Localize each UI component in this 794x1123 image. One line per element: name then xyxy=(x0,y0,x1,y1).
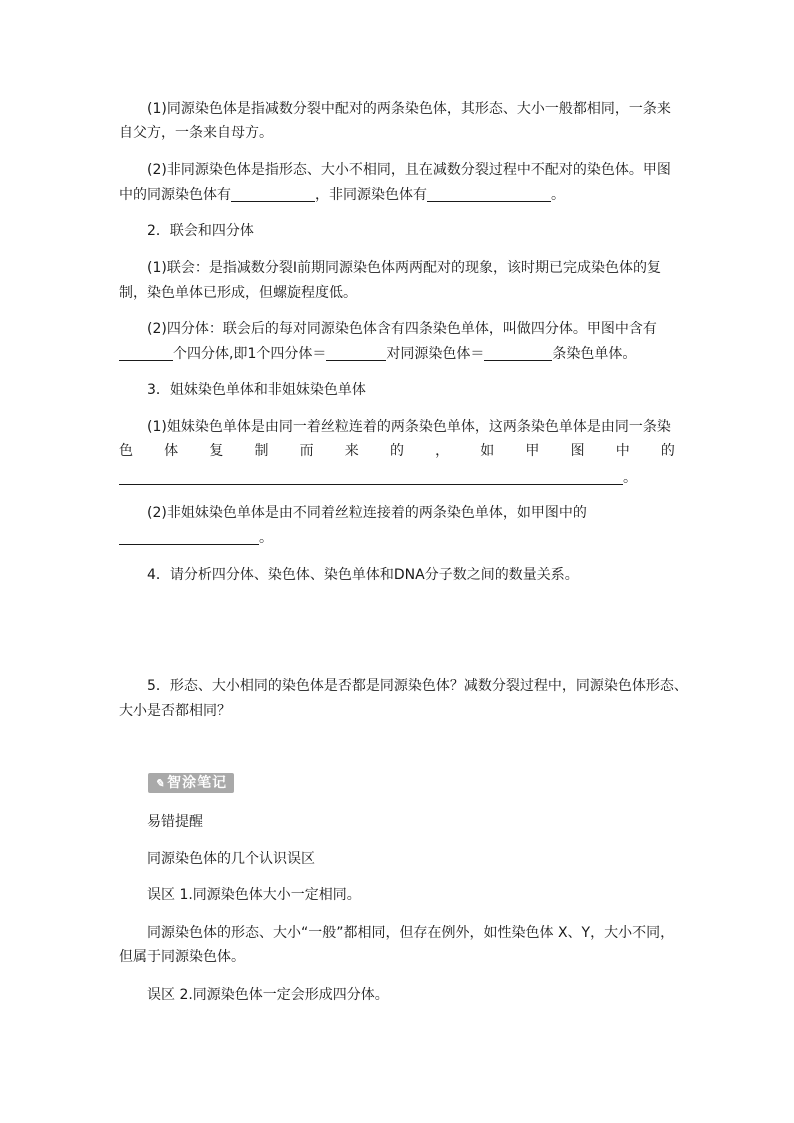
question-5-line2: 大小是否都相同？ xyxy=(119,703,231,719)
misconception-1-explanation-line1: 同源染色体的形态、大小“一般”都相同，但存在例外，如性染色体 X、Y，大小不同， xyxy=(147,925,675,941)
pencil-icon: ✎ xyxy=(154,777,166,790)
text-segment: 个四分体,即1个四分体＝ xyxy=(173,346,327,362)
sister-chromatid-line3 xyxy=(119,466,675,490)
misconception-1: 误区 1.同源染色体大小一定相同。 xyxy=(147,887,361,903)
answer-blank-nonhomologous[interactable] xyxy=(427,185,551,202)
nonsister-chromatid-line2 xyxy=(119,526,675,550)
char: 而 xyxy=(299,443,314,459)
homologous-definition-line1: (1)同源染色体是指减数分裂中配对的两条染色体，其形态、大小一般都相同，一条来 xyxy=(147,101,671,117)
sister-chromatid-line2 xyxy=(119,439,675,463)
text-segment: 对同源染色体＝ xyxy=(386,346,485,362)
sister-chromatid-line1: (1)姐妹染色单体是由同一着丝粒连着的两条染色单体，这两条染色单体是由同一条染 xyxy=(147,419,671,435)
text-segment: 。 xyxy=(259,530,273,546)
char: 体 xyxy=(164,443,179,459)
char: 甲 xyxy=(525,443,540,459)
misconception-1-explanation-line2: 但属于同源染色体。 xyxy=(119,949,245,965)
question-5-line1: 5．形态、大小相同的染色体是否都是同源染色体？减数分裂过程中，同源染色体形态、 xyxy=(147,678,688,694)
tetrad-definition-line1: (2)四分体：联会后的每对同源染色体含有四条染色单体，叫做四分体。甲图中含有 xyxy=(147,321,657,337)
nonsister-chromatid-line1: (2)非姐妹染色单体是由不同着丝粒连接着的两条染色单体，如甲图中的 xyxy=(147,505,587,521)
section-title-chromatids: 3．姐妹染色单体和非姐妹染色单体 xyxy=(147,382,366,398)
text-segment: 。 xyxy=(551,187,565,203)
text-segment: 。 xyxy=(623,470,637,486)
char: ， xyxy=(435,443,450,459)
char: 图 xyxy=(570,443,585,459)
char: 的 xyxy=(660,443,675,459)
char: 复 xyxy=(209,443,224,459)
answer-blank-sister-chromatids[interactable] xyxy=(119,468,623,485)
answer-blank-pairs[interactable] xyxy=(326,344,386,361)
tetrad-definition-line2 xyxy=(119,342,675,366)
notes-heading: 易错提醒 xyxy=(147,814,203,830)
char: 的 xyxy=(389,443,404,459)
answer-blank-tetrad-count[interactable] xyxy=(119,344,173,361)
question-4: 4．请分析四分体、染色体、染色单体和DNA分子数之间的数量关系。 xyxy=(147,567,579,583)
misconception-2: 误区 2.同源染色体一定会形成四分体。 xyxy=(147,987,389,1003)
answer-blank-chromatids[interactable] xyxy=(484,344,552,361)
notes-subheading: 同源染色体的几个认识误区 xyxy=(147,851,315,867)
synapsis-definition-line1: (1)联会：是指减数分裂Ⅰ前期同源染色体两两配对的现象，该时期已完成染色体的复 xyxy=(147,260,661,276)
section-title-synapsis: 2．联会和四分体 xyxy=(147,223,254,239)
notes-badge xyxy=(148,773,234,793)
char: 制 xyxy=(254,443,269,459)
text-segment: 条染色单体。 xyxy=(552,346,637,362)
char: 色 xyxy=(119,443,133,459)
notes-badge-label: 智涂笔记 xyxy=(167,775,228,791)
text-segment: ，非同源染色体有 xyxy=(315,187,427,203)
text-segment: 中的同源染色体有 xyxy=(119,187,231,203)
char: 来 xyxy=(344,443,359,459)
homologous-definition-line2: 自父方，一条来自母方。 xyxy=(119,125,273,141)
synapsis-definition-line2: 制，染色单体已形成，但螺旋程度低。 xyxy=(119,285,357,301)
answer-blank-homologous[interactable] xyxy=(231,185,315,202)
answer-blank-nonsister-chromatids[interactable] xyxy=(119,528,259,545)
nonhomologous-definition-line2 xyxy=(119,183,675,207)
char: 中 xyxy=(615,443,630,459)
nonhomologous-definition-line1: (2)非同源染色体是指形态、大小不相同，且在减数分裂过程中不配对的染色体。甲图 xyxy=(147,162,671,178)
char: 如 xyxy=(480,443,495,459)
